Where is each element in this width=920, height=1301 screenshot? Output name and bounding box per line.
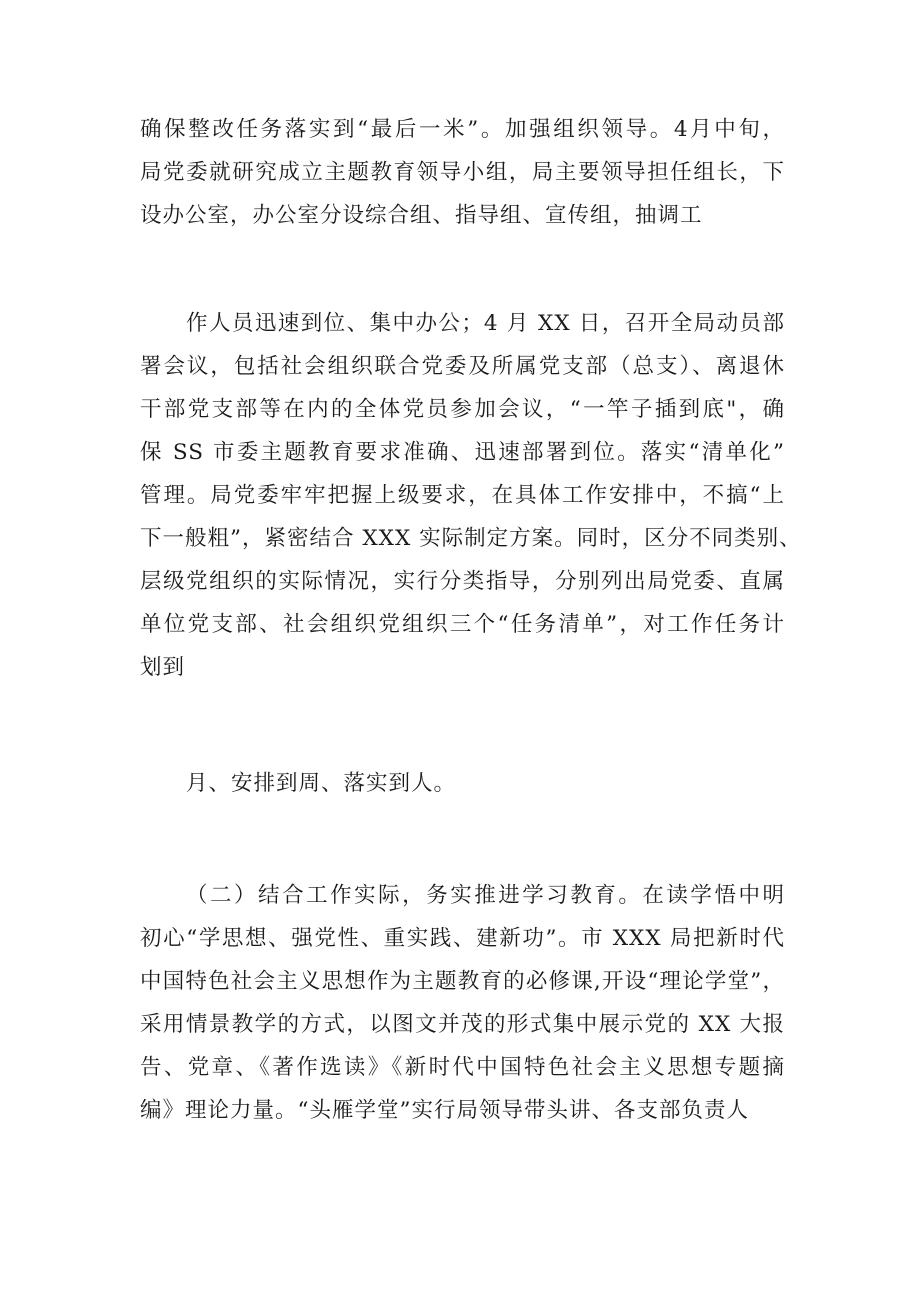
text-line: 初心“学思想、强党性、重实践、建新功”。市 XXX 局把新时代 bbox=[140, 926, 785, 951]
paragraph-2 bbox=[140, 302, 802, 689]
text-line: 设办公室，办公室分设综合组、指导组、宣传组，抽调工 bbox=[140, 203, 703, 228]
text-line: 采用情景教学的方式，以图文并茂的形式集中展示党的 XX 大报 bbox=[140, 1012, 785, 1037]
text-line: 下一般粗”，紧密结合 XXX 实际制定方案。同时，区分不同类别、 bbox=[140, 526, 802, 551]
text-line: 保 SS 市委主题教育要求准确、迅速部署到位。落实“清单化” bbox=[140, 440, 785, 465]
paragraph-1 bbox=[140, 108, 785, 237]
paragraph-3 bbox=[140, 762, 785, 805]
text-line: （二）结合工作实际，务实推进学习教育。在读学悟中明 bbox=[186, 883, 785, 908]
text-line: 作人员迅速到位、集中办公；4 月 XX 日，召开全局动员部 bbox=[186, 311, 785, 336]
text-line: 层级党组织的实际情况，实行分类指导，分别列出局党委、直属 bbox=[140, 569, 785, 594]
paragraph-4 bbox=[140, 874, 785, 1132]
text-line: 单位党支部、社会组织党组织三个“任务清单”，对工作任务计 bbox=[140, 612, 785, 637]
text-line: 编》理论力量。“头雁学堂”实行局领导带头讲、各支部负责人 bbox=[140, 1098, 749, 1123]
text-line: 月、安排到周、落实到人。 bbox=[186, 771, 457, 796]
text-line: 划到 bbox=[140, 655, 186, 680]
text-line: 管理。局党委牢牢把握上级要求，在具体工作安排中，不搞“上 bbox=[140, 483, 785, 508]
text-line: 署会议，包括社会组织联合党委及所属党支部（总支）、离退休 bbox=[140, 354, 785, 379]
text-line: 干部党支部等在内的全体党员参加会议，“一竿子插到底"，确 bbox=[140, 397, 785, 422]
text-line: 告、党章、《著作选读》《新时代中国特色社会主义思想专题摘 bbox=[140, 1055, 785, 1080]
text-line: 中国特色社会主义思想作为主题教育的必修课,开设“理论学堂”， bbox=[140, 969, 785, 994]
text-line: 局党委就研究成立主题教育领导小组，局主要领导担任组长，下 bbox=[140, 160, 785, 185]
text-line: 确保整改任务落实到“最后一米”。加强组织领导。4月中旬， bbox=[140, 117, 785, 142]
